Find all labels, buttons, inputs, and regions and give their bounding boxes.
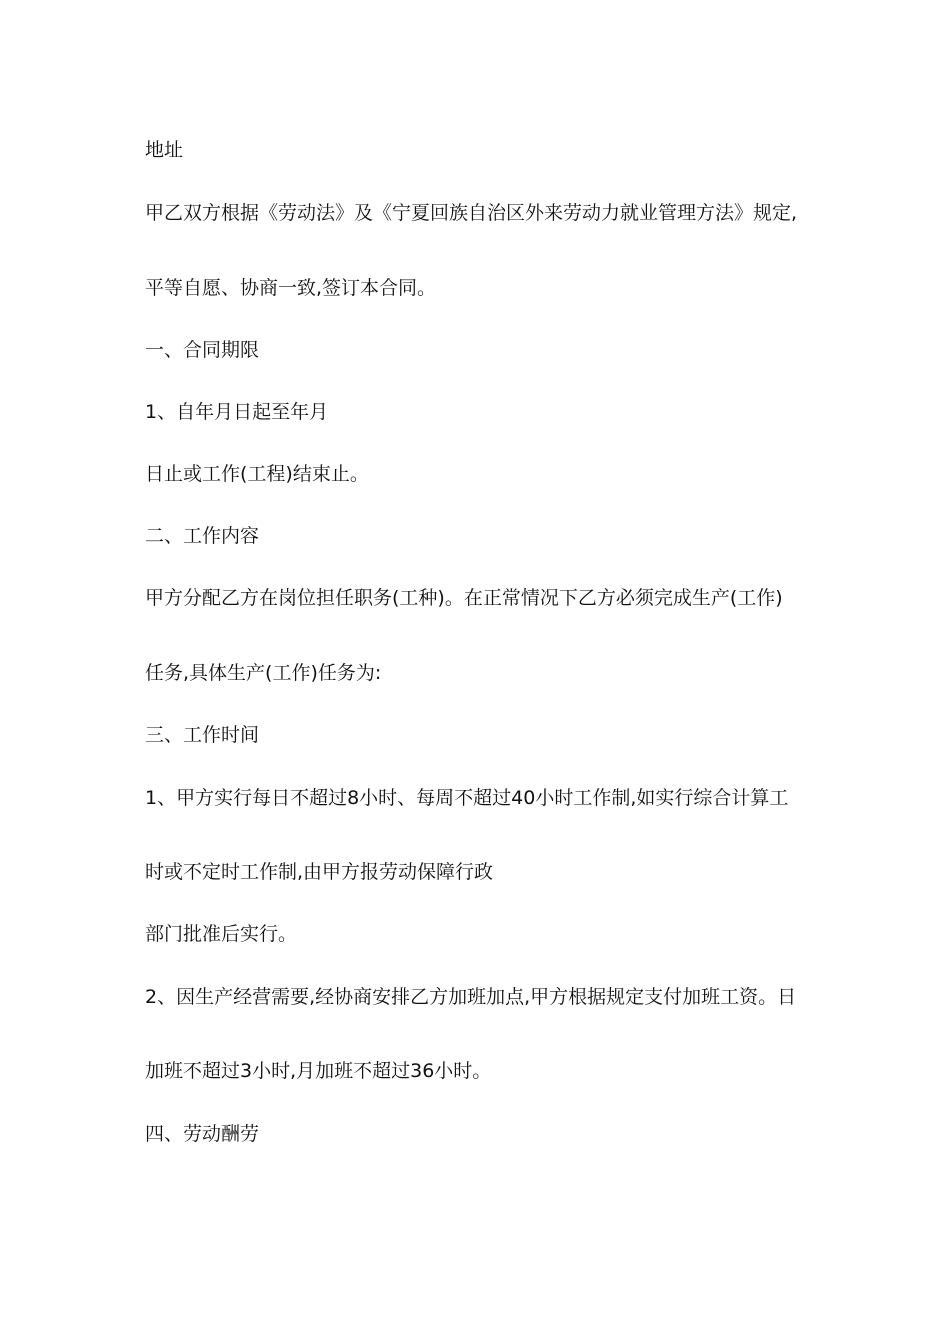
- clause-3-1-line-3: 部门批准后实行。: [145, 923, 298, 945]
- section-4-heading: 四、劳动酬劳: [145, 1123, 260, 1145]
- section-3-heading: 三、工作时间: [145, 724, 260, 746]
- clause-3-1-line-2: 时或不定时工作制,由甲方报劳动保障行政: [145, 861, 494, 883]
- address-label: 地址: [145, 139, 184, 161]
- section-2-body-line-2: 任务,具体生产(工作)任务为:: [145, 662, 382, 684]
- clause-3-2-line-1: 2、因生产经营需要,经协商安排乙方加班加点,甲方根据规定支付加班工资。日: [145, 986, 797, 1008]
- section-2-body-line-1: 甲方分配乙方在岗位担任职务(工种)。在正常情况下乙方必须完成生产(工作): [145, 587, 783, 609]
- clause-3-1-line-1: 1、甲方实行每日不超过8小时、每周不超过40小时工作制,如实行综合计算工: [145, 787, 789, 809]
- preamble-line-1: 甲乙双方根据《劳动法》及《宁夏回族自治区外来劳动力就业管理方法》规定,: [145, 202, 798, 224]
- clause-1-1-line-1: 1、自年月日起至年月: [145, 401, 329, 423]
- section-1-heading: 一、合同期限: [145, 339, 260, 361]
- preamble-line-2: 平等自愿、协商一致,签订本合同。: [145, 277, 437, 299]
- clause-1-1-line-2: 日止或工作(工程)结束止。: [145, 463, 369, 485]
- clause-3-2-line-2: 加班不超过3小时,月加班不超过36小时。: [145, 1060, 492, 1082]
- section-2-heading: 二、工作内容: [145, 525, 260, 547]
